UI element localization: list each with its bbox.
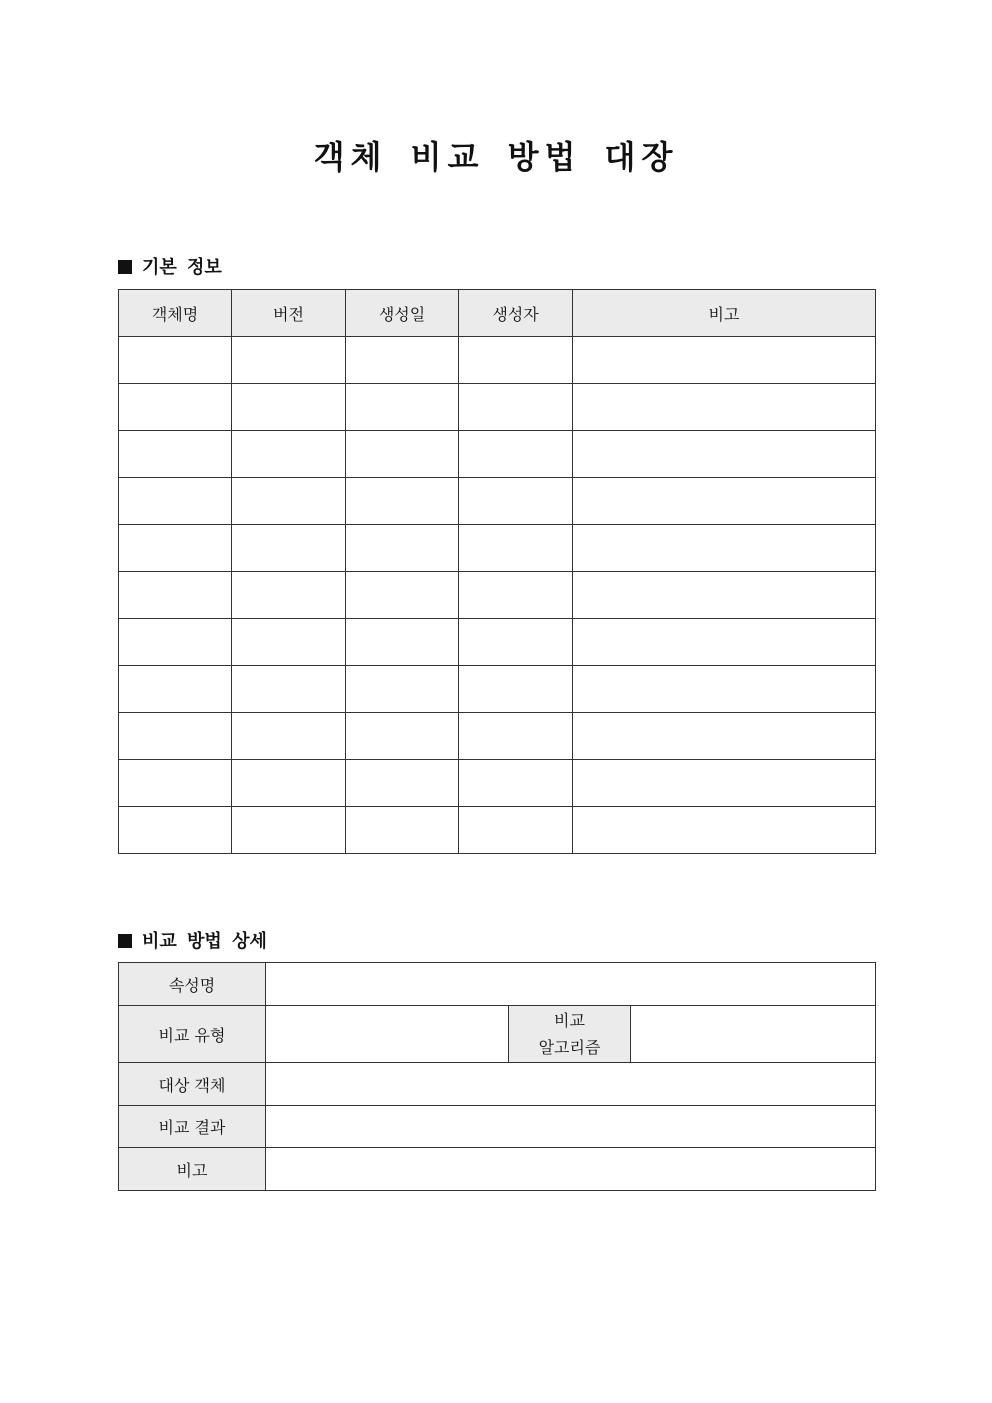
table-cell[interactable] (232, 760, 346, 807)
table-cell[interactable] (119, 478, 232, 525)
table-cell[interactable] (459, 384, 573, 431)
table-cell[interactable] (119, 713, 232, 760)
table-row (119, 807, 876, 854)
table-cell[interactable] (119, 572, 232, 619)
table-cell[interactable] (346, 807, 459, 854)
table-cell[interactable] (119, 525, 232, 572)
table-cell[interactable] (573, 760, 876, 807)
table-cell[interactable] (346, 713, 459, 760)
comparison-detail-table (118, 962, 876, 1191)
attribute-name-field[interactable] (266, 963, 876, 1006)
attribute-name-label: 속성명 (119, 963, 266, 1006)
comparison-algorithm-field[interactable] (631, 1006, 876, 1063)
column-header-remarks: 비고 (573, 290, 876, 337)
comparison-algorithm-label-line2: 알고리즘 (538, 1038, 601, 1057)
table-cell[interactable] (346, 666, 459, 713)
table-cell[interactable] (232, 666, 346, 713)
detail-row-attribute-name (119, 963, 876, 1006)
table-cell[interactable] (573, 384, 876, 431)
detail-heading (118, 927, 267, 953)
table-cell[interactable] (459, 666, 573, 713)
comparison-type-label: 비교 유형 (119, 1006, 266, 1063)
table-cell[interactable] (119, 619, 232, 666)
table-cell[interactable] (573, 337, 876, 384)
table-cell[interactable] (232, 807, 346, 854)
table-cell[interactable] (232, 713, 346, 760)
table-cell[interactable] (346, 478, 459, 525)
comparison-result-label: 비교 결과 (119, 1106, 266, 1148)
table-row (119, 713, 876, 760)
table-cell[interactable] (119, 807, 232, 854)
table-cell[interactable] (573, 619, 876, 666)
table-cell[interactable] (573, 431, 876, 478)
table-cell[interactable] (232, 431, 346, 478)
table-cell[interactable] (459, 713, 573, 760)
table-row (119, 619, 876, 666)
detail-row-remarks (119, 1148, 876, 1191)
document-title: 객체 비교 방법 대장 (313, 138, 679, 176)
detail-row-comparison-type (119, 1006, 876, 1063)
table-cell[interactable] (459, 760, 573, 807)
comparison-result-field[interactable] (266, 1106, 876, 1148)
table-cell[interactable] (232, 478, 346, 525)
table-cell[interactable] (573, 572, 876, 619)
column-header-object-name: 객체명 (119, 290, 232, 337)
basic-info-header-row (119, 290, 876, 337)
table-cell[interactable] (346, 384, 459, 431)
table-cell[interactable] (232, 384, 346, 431)
table-cell[interactable] (346, 572, 459, 619)
table-cell[interactable] (459, 337, 573, 384)
basic-info-table-body (119, 337, 876, 854)
table-cell[interactable] (459, 572, 573, 619)
remarks-field[interactable] (266, 1148, 876, 1191)
table-cell[interactable] (573, 525, 876, 572)
square-bullet-icon (118, 260, 132, 274)
table-cell[interactable] (346, 525, 459, 572)
table-cell[interactable] (232, 525, 346, 572)
table-cell[interactable] (119, 384, 232, 431)
remarks-label: 비고 (119, 1148, 266, 1191)
table-cell[interactable] (232, 337, 346, 384)
table-cell[interactable] (346, 619, 459, 666)
column-header-created-date: 생성일 (346, 290, 459, 337)
table-cell[interactable] (459, 431, 573, 478)
table-row (119, 431, 876, 478)
table-row (119, 760, 876, 807)
table-cell[interactable] (459, 525, 573, 572)
comparison-type-field[interactable] (266, 1006, 509, 1063)
basic-info-table (118, 289, 876, 854)
table-cell[interactable] (459, 619, 573, 666)
comparison-algorithm-label (509, 1006, 631, 1063)
table-cell[interactable] (119, 666, 232, 713)
table-row (119, 384, 876, 431)
table-cell[interactable] (573, 666, 876, 713)
table-cell[interactable] (459, 478, 573, 525)
basic-info-heading-text: 기본 정보 (142, 257, 222, 278)
table-cell[interactable] (573, 713, 876, 760)
table-cell[interactable] (573, 807, 876, 854)
table-cell[interactable] (119, 337, 232, 384)
table-cell[interactable] (119, 431, 232, 478)
table-cell[interactable] (346, 431, 459, 478)
target-object-field[interactable] (266, 1063, 876, 1106)
target-object-label: 대상 객체 (119, 1063, 266, 1106)
table-row (119, 572, 876, 619)
column-header-version: 버전 (232, 290, 346, 337)
detail-heading-text: 비교 방법 상세 (142, 931, 267, 952)
detail-row-comparison-result (119, 1106, 876, 1148)
table-cell[interactable] (459, 807, 573, 854)
table-row (119, 666, 876, 713)
detail-row-target-object (119, 1063, 876, 1106)
table-row (119, 337, 876, 384)
table-cell[interactable] (573, 478, 876, 525)
table-cell[interactable] (346, 337, 459, 384)
basic-info-heading (118, 253, 222, 279)
table-cell[interactable] (232, 619, 346, 666)
table-row (119, 478, 876, 525)
square-bullet-icon (118, 934, 132, 948)
table-cell[interactable] (232, 572, 346, 619)
table-cell[interactable] (119, 760, 232, 807)
column-header-creator: 생성자 (459, 290, 573, 337)
table-cell[interactable] (346, 760, 459, 807)
comparison-algorithm-label-line1: 비교 (554, 1011, 585, 1030)
table-row (119, 525, 876, 572)
